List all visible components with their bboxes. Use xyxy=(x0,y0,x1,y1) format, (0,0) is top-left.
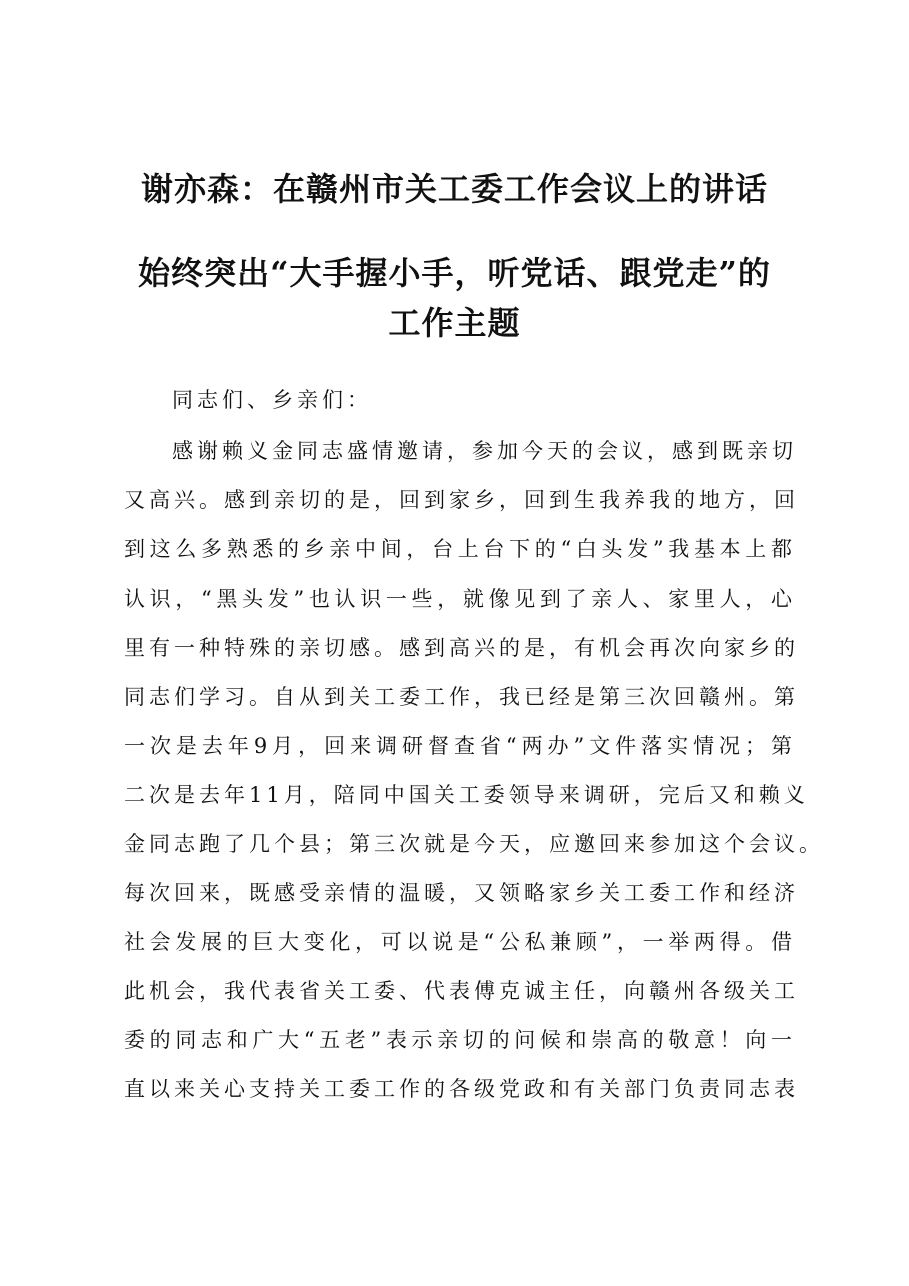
document-subtitle-line-1: 始终突出“大手握小手，听党话、跟党走”的 xyxy=(138,254,771,292)
paragraph-line: 每次回来，既感受亲情的温暖，又领略家乡关工委工作和经济 xyxy=(124,881,799,905)
paragraph-line: 直以来关心支持关工委工作的各级党政和有关部门负责同志表 xyxy=(124,1077,799,1101)
document-subtitle-line-2: 工作主题 xyxy=(388,304,521,342)
paragraph-line: 委的同志和广大“五老”表示亲切的问候和崇高的敬意！向一 xyxy=(124,1028,796,1052)
paragraph-line: 金同志跑了几个县；第三次就是今天，应邀回来参加这个会议。 xyxy=(124,832,824,856)
paragraph-line: 同志们学习。自从到关工委工作，我已经是第三次回赣州。第 xyxy=(124,685,799,709)
greeting-line: 同志们、乡亲们： xyxy=(172,388,372,412)
paragraph-line: 感谢赖义金同志盛情邀请，参加今天的会议，感到既亲切 xyxy=(172,439,797,463)
paragraph-line: 里有一种特殊的亲切感。感到高兴的是，有机会再次向家乡的 xyxy=(124,636,799,660)
paragraph-line: 到这么多熟悉的乡亲中间，台上台下的“白头发”我基本上都 xyxy=(124,537,796,561)
paragraph-line: 又高兴。感到亲切的是，回到家乡，回到生我养我的地方，回 xyxy=(124,488,799,512)
paragraph-line: 认识，“黑头发”也认识一些，就像见到了亲人、家里人，心 xyxy=(124,587,796,611)
paragraph-line: 一次是去年9月，回来调研督查省“两办”文件落实情况；第 xyxy=(124,734,796,758)
paragraph-line: 社会发展的巨大变化，可以说是“公私兼顾”，一举两得。借 xyxy=(124,930,796,954)
document-title-speaker: 谢亦森：在赣州市关工委工作会议上的讲话 xyxy=(140,170,768,208)
paragraph-line: 此机会，我代表省关工委、代表傅克诚主任，向赣州各级关工 xyxy=(124,979,799,1003)
paragraph-line: 二次是去年11月，陪同中国关工委领导来调研，完后又和赖义 xyxy=(124,783,809,807)
